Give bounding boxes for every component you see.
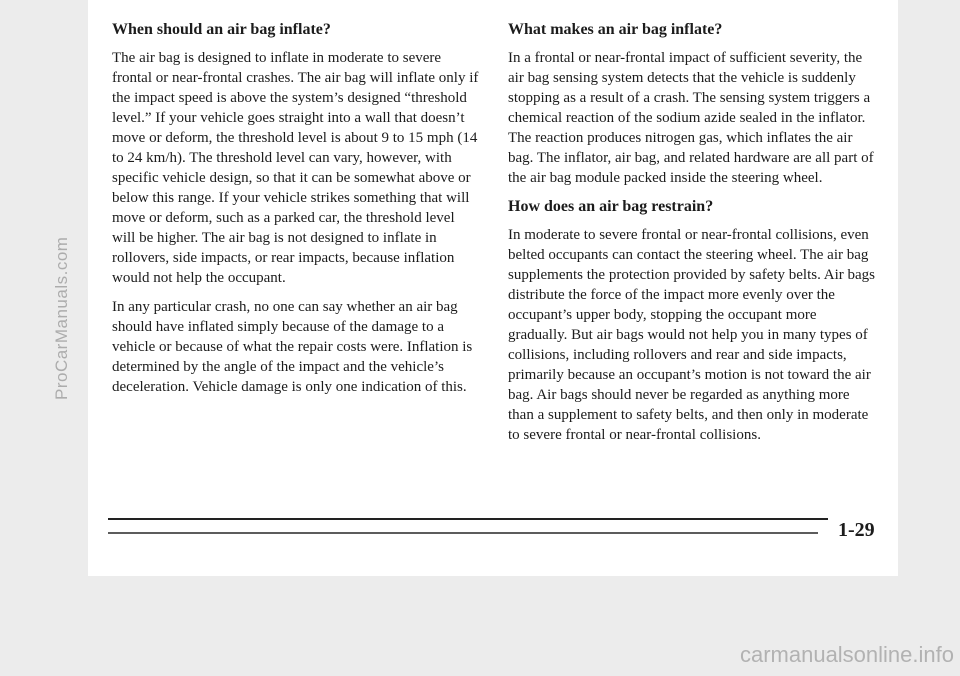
paragraph-when-inflate-2: In any particular crash, no one can say whether an air bag should have inflated simply because of the damage to a vehicle or because of what the repair costs were. Inflation is determined by the angle of the impact and the vehicle’s deceleration. Vehicle damage is only one indication of this. bbox=[112, 299, 473, 395]
heading-what-makes-inflate: What makes an air bag inflate? bbox=[508, 21, 723, 38]
page-number: 1-29 bbox=[838, 519, 875, 541]
paragraph-what-makes-inflate: In a frontal or near-frontal impact of sufficient severity, the air bag sensing system detects that the vehicle is suddenly stopping as a result of a crash. The sensing system triggers a chemical reaction of the sodium azide sealed in the inflator. The reaction produces nitrogen gas, which inflates the air bag. The inflator, air bag, and related hardware are all part of the air bag module packed inside the steering wheel. bbox=[508, 50, 874, 186]
footer-rule-bottom bbox=[108, 532, 818, 534]
left-column bbox=[112, 20, 480, 406]
heading-when-inflate: When should an air bag inflate? bbox=[112, 21, 331, 38]
right-column bbox=[508, 20, 878, 454]
paragraph-when-inflate-1: The air bag is designed to inflate in moderate to severe frontal or near-frontal crashes. The air bag will inflate only if the impact speed is above the system’s designed “threshold level.” If your vehicle goes straight into a wall that doesn’t move or deform, the threshold level is about 9 to 15 mph (14 to 24 km/h). The threshold level can vary, however, with specific vehicle design, so that it can be somewhat above or below this range. If your vehicle strikes something that will move or deform, such as a parked car, the threshold level will be higher. The air bag is not designed to inflate in rollovers, side impacts, or rear impacts, because inflation would not help the occupant. bbox=[112, 50, 479, 286]
site-watermark: carmanualsonline.info bbox=[739, 642, 954, 667]
paragraph-how-restrain: In moderate to severe frontal or near-frontal collisions, even belted occupants can contact the steering wheel. The air bag supplements the protection provided by safety belts. Air bags distribute the force of the impact more evenly over the occupant’s upper body, stopping the occupant more gradually. But air bags would not help you in many types of collisions, including rollovers and rear and side impacts, primarily because an occupant’s motion is not toward the air bag. Air bags should never be regarded as anything more than a supplement to safety belts, and then only in moderate to severe frontal or near-frontal collisions. bbox=[508, 227, 876, 443]
vertical-watermark: ProCarManuals.com bbox=[52, 236, 71, 400]
heading-how-restrain: How does an air bag restrain? bbox=[508, 198, 714, 215]
footer-rule-top bbox=[108, 518, 828, 520]
